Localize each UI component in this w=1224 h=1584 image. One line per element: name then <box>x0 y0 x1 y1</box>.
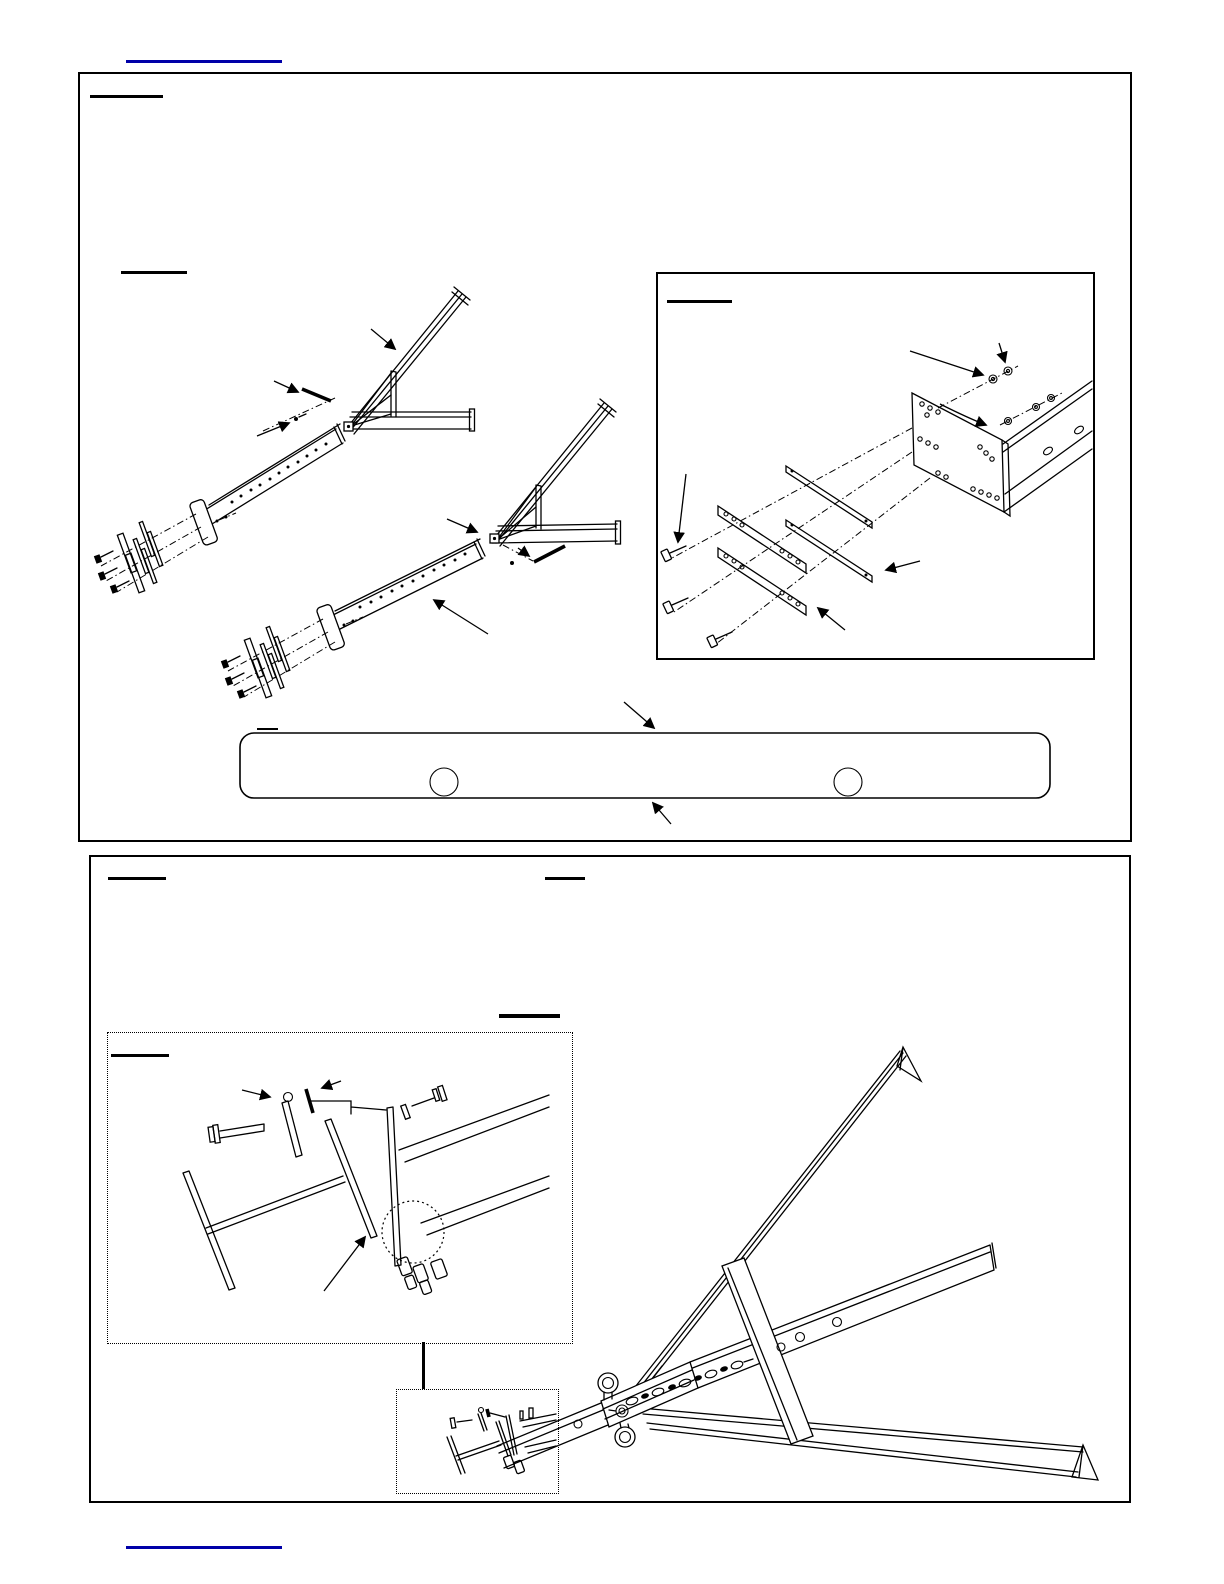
bar-label-underline <box>257 728 278 730</box>
top-panel-subheading-underline <box>121 271 187 274</box>
bottom-mid-heading-underline <box>499 1014 560 1018</box>
bottom-heading-right-underline <box>545 877 585 880</box>
clamp-detail-dashed-box <box>107 1032 573 1344</box>
clamp-location-dotted-box <box>396 1389 559 1494</box>
top-panel-heading-underline <box>90 95 163 98</box>
detail-heading-underline <box>111 1054 169 1057</box>
hyperlink-underline-top[interactable] <box>126 60 282 63</box>
bottom-heading-left-underline <box>108 877 166 880</box>
mounting-plate-inset-box <box>656 272 1095 660</box>
detail-connector-line <box>422 1342 425 1389</box>
hyperlink-underline-bottom[interactable] <box>126 1546 282 1549</box>
inset-heading-underline <box>667 300 732 303</box>
